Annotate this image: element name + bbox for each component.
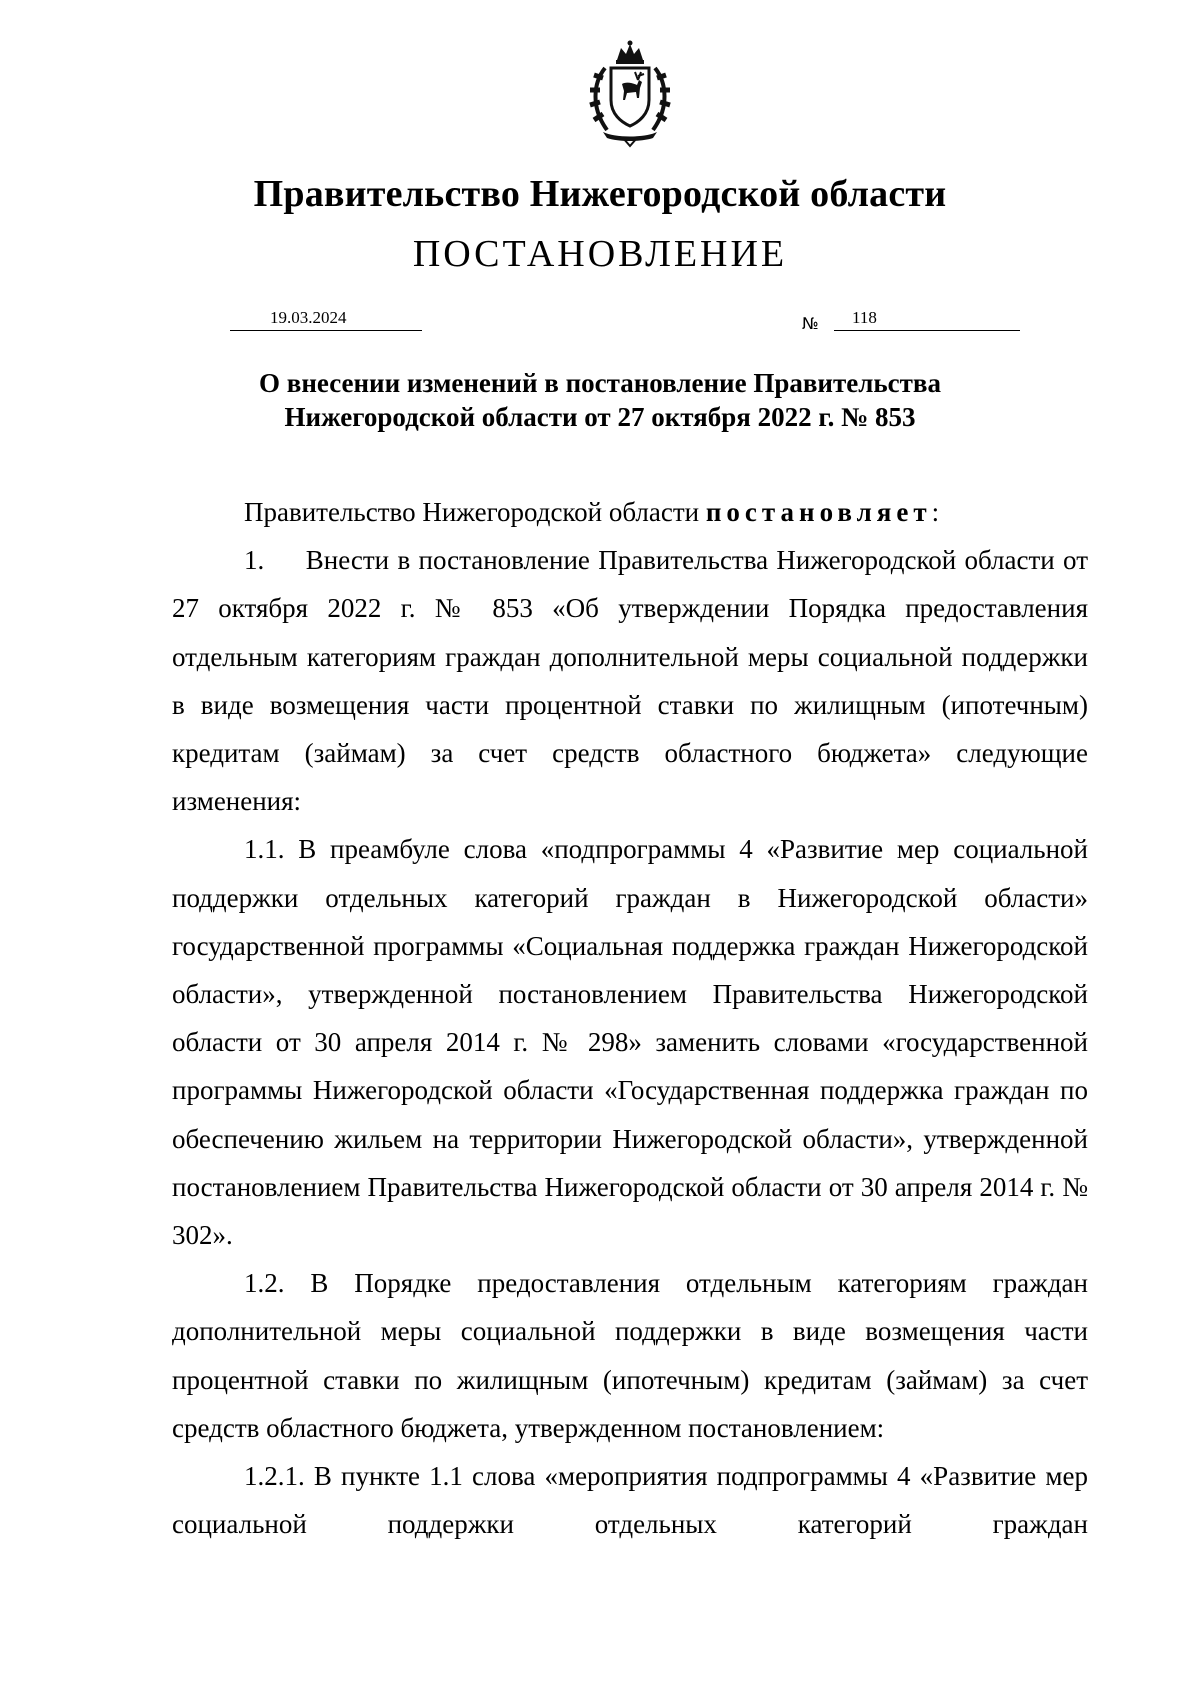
number-field xyxy=(834,308,1020,331)
document-body xyxy=(172,488,1088,1548)
date-field xyxy=(230,308,422,331)
preamble-text: Правительство Нижегородской области xyxy=(244,497,706,527)
preamble-colon: : xyxy=(931,497,940,527)
preamble-emphasis: постановляет xyxy=(705,497,932,527)
subject-line-2: Нижегородской области от 27 октября 2022 г. № 853 xyxy=(284,402,916,432)
paragraph-1-2-1: 1.2.1. В пункте 1.1 слова «мероприятия подпрограммы 4 «Развитие мер социальной поддержки отдельных категорий граждан xyxy=(172,1461,1088,1540)
date-value: 19.03.2024 xyxy=(270,308,347,327)
paragraph-1: 1. Внести в постановление Правительства Нижегородской области от 27 октября 2022 г. № 853 «Об утверждении Порядка предоставления отдельным категориям граждан дополнительной меры социальной поддержки в виде возмещения части процентной ставки по жилищным (ипотечным) кредитам (займам) за счет средств областного бюджета» следующие изменения: xyxy=(172,545,1088,817)
paragraph-1-2: 1.2. В Порядке предоставления отдельным категориям граждан дополнительной меры социальной поддержки в виде возмещения части процентной ставки по жилищным (ипотечным) кредитам (займам) за счет средств областного бюджета, утвержденном постановлением: xyxy=(172,1268,1088,1443)
number-value: 118 xyxy=(852,308,877,327)
coat-of-arms-icon xyxy=(575,38,685,148)
number-sign: № xyxy=(802,314,819,333)
document-type: ПОСТАНОВЛЕНИЕ xyxy=(412,233,788,275)
preamble xyxy=(172,488,1088,536)
subject-line-1: О внесении изменений в постановление Правительства xyxy=(259,368,941,398)
paragraph-1-1: 1.1. В преамбуле слова «подпрограммы 4 «Развитие мер социальной поддержки отдельных категорий граждан в Нижегородской области» государственной программы «Социальная поддержка граждан Нижегородской области», утвержденной постановлением Правительства Нижегородской области от 30 апреля 2014 г. № 298» заменить словами «государственной программы Нижегородской области «Государственная поддержка граждан по обеспечению жильем на территории Нижегородской области», утвержденной постановлением Правительства Нижегородской области от 30 апреля 2014 г. № 302». xyxy=(172,834,1088,1251)
document-subject xyxy=(0,366,1200,434)
organization-title: Правительство Нижегородской области xyxy=(253,173,947,215)
